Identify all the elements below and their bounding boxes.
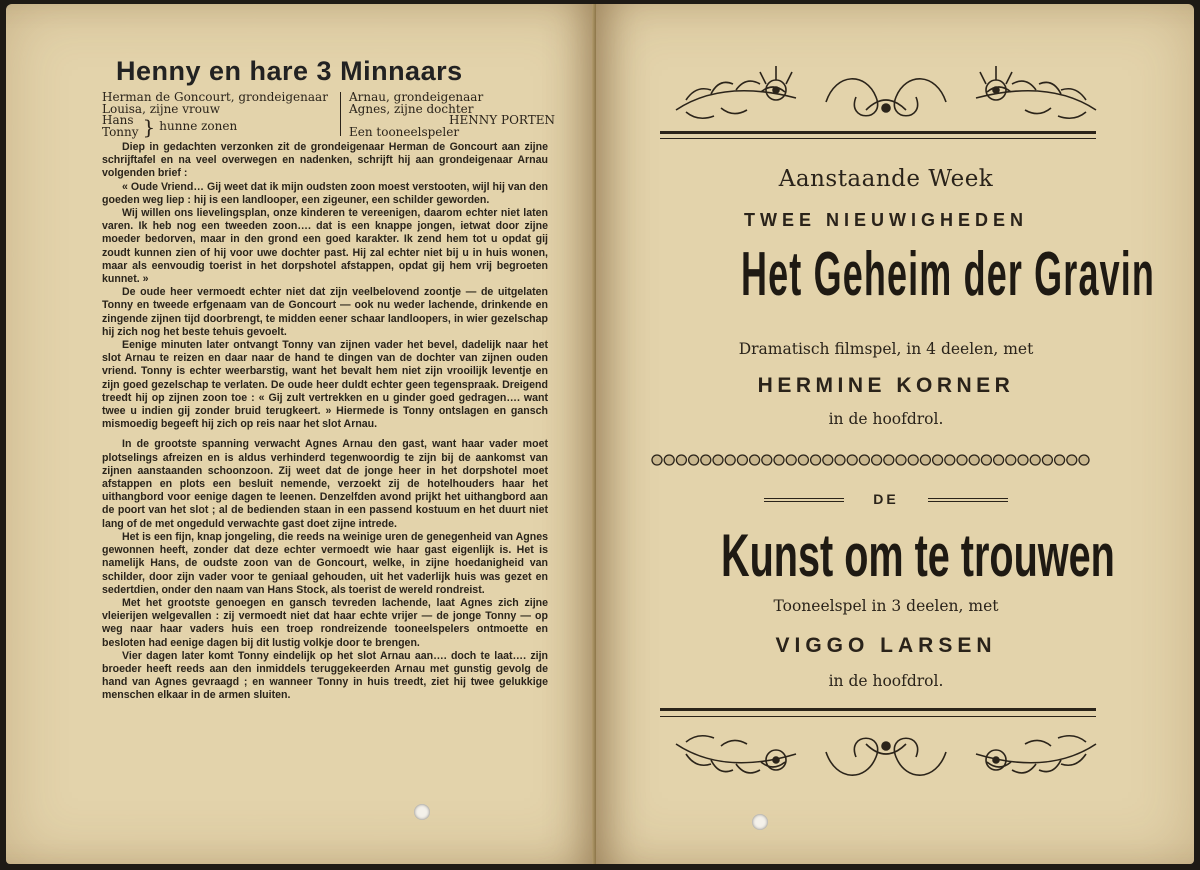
film1-role: in de hoofdrol.: [828, 410, 944, 428]
cast-right-column: [340, 90, 559, 139]
divider-rule: [660, 131, 1096, 134]
film2-role: in de hoofdrol.: [828, 672, 944, 690]
paragraph: In de grootste spanning verwacht Agnes Arnau den gast, want haar vader moet plotselings afreizen en is aldus verhinderd tegenwoordig te zijn bij de aankomst van zijnen aanstaanden schoonzoon. Zij weet dat de jonge heer in het dorpshotel moet afstappen en plots een besluit nemende, verzoekt zij de hotelhouders haar het uithangbord voor eenige dagen te leenen. Denzelfden avond prijkt het uithangbord aan de poort van het slot ; al de bedienden staan in een passend kostuum en het duurt niet lang of de met ongeduld verwachte gast doet zijne intrede.: [102, 438, 548, 530]
film2-description: Tooneelspel in 3 deelen, met: [773, 597, 999, 615]
cast-line: Agnes, zijne dochter: [349, 101, 474, 116]
cast-line: Arnau, grondeigenaar: [349, 90, 484, 104]
story-text: [102, 141, 548, 703]
cast-list: [102, 90, 555, 142]
paragraph: Eenige minuten later ontvangt Tonny van zijnen vader het bevel, dadelijk naar het slot Arnau te reizen en daar naar de hand te dingen van de dochter van zijnen ouden vriend. Tonny is echter weerbarstig, want het bevalt hem niet zijn vrooilijk leventje en zijn goed gezelschap te verlaten. De oude heer duldt echter geen tegenspraak. Dreigend treedt hij op zijnen zoon toe : « Gij zult vertrekken en u ginder goed gedragen…. want twee u indien gij zonder bruid terugkeert. » Hiermede is Tonny ontslagen en gansch mismoedig begeeft hij zich op reis naar het slot Arnau.: [102, 339, 548, 431]
paragraph: Wij willen ons lievelingsplan, onze kinderen te vereenigen, daarom echter niet laten varen. Ik heb nog een tweeden zoon…. dat is een knappe jongen, ietwat door zijne moeder bedorven, maar in den grond een goed karakter. Ik zend hem tot u opdat gij zoudt kunnen zien of hij voor uwe dochter past. Hij zal echter niet bij u in huis wonen, maar als eenvoudig toerist in het dorpshotel afstappen, opdat gij hem vrij begroeten kunnet. »: [102, 207, 548, 286]
cast-left-column: [102, 92, 332, 138]
dot-border-icon: [650, 452, 1090, 468]
film1-title: Het Geheim der Gravin: [741, 240, 1156, 309]
divider-rule: [660, 138, 1096, 139]
floral-ornament-icon: [666, 724, 1106, 790]
divider-rule: [660, 716, 1096, 717]
paragraph: Het is een fijn, knap jongeling, die reeds na weinige uren de genegenheid van Agnes gewonnen heeft, zonder dat deze echter vermoedt wie haar gast eigenlijk is. Het is namelijk Hans, de oudste zoon van de Goncourt, welke, in zijne hoedanigheid van schilder, door zijn vader voor te geniaal gehouden, uit het vaderlijk huis was gezet en sedertdien, onder den naam van Hans Stock, als toerist de wereld rondreist.: [102, 530, 548, 596]
paragraph: Vier dagen later komt Tonny eindelijk op het slot Arnau aan…. doch te laat…. zijn broeder heeft reeds aan den inmiddels teruggekeerden Arnau met gunstig gevolg de hand van Agnes gevraagd ; en wanneer Tonny in huis treedt, ziet hij twee gelukkige menschen elkaar in de armen sluiten.: [102, 649, 548, 702]
paragraph: De oude heer vermoedt echter niet dat zijn veelbelovend zoontje — de uitgelaten Tonny en tweede erfgenaam van de Goncourt — ook nu weder lachende, drinkende en zingende zijnen tijd doorbrengt, te midden eener schaar landloopers, in wier gezelschap hij zich nog het beste tehuis gevoelt.: [102, 286, 548, 338]
brace-icon: }: [142, 114, 156, 139]
right-page: [596, 4, 1194, 864]
brace-group: [102, 115, 332, 138]
cast-actress: HENNY PORTEN: [449, 113, 555, 127]
decorative-line: [928, 498, 1008, 502]
cast-line: Louisa, zijne vrouw: [102, 101, 220, 116]
film1-star: HERMINE KORNER: [757, 374, 1015, 397]
cast-name-tonny: Tonny: [102, 124, 139, 139]
story-title: Henny en hare 3 Minnaars: [116, 56, 463, 86]
cast-line: Een tooneelspeler: [349, 124, 460, 139]
cast-name-hans: Hans: [102, 113, 134, 127]
film1-description: Dramatisch filmspel, in 4 deelen, met: [738, 340, 1034, 358]
divider-rule: [660, 708, 1096, 711]
film2-star: VIGGO LARSEN: [775, 634, 997, 657]
binding-hole-icon: [752, 814, 768, 830]
cast-role: hunne zonen: [159, 118, 238, 133]
binding-hole-icon: [414, 804, 430, 820]
left-page: [6, 4, 596, 864]
paragraph: Diep in gedachten verzonken zit de grondeigenaar Herman de Goncourt aan zijne schrijftafel en na veel overwegen en nadenken, schrijft hij aan grondeigenaar Arnau volgenden brief :: [102, 141, 548, 180]
ad-subheading: TWEE NIEUWIGHEDEN: [743, 210, 1028, 230]
paragraph: « Oude Vriend… Gij weet dat ik mijn oudsten zoon moest verstooten, wijl hij van den goeden weg liep : hij is een landlooper, een zigeuner, een schilder geworden.: [102, 180, 548, 206]
film2-title: Kunst om te trouwen: [721, 522, 1115, 589]
de-label: DE: [873, 491, 899, 507]
floral-ornament-icon: [666, 60, 1106, 126]
ad-heading: Aanstaande Week: [778, 166, 994, 192]
cast-line: Herman de Goncourt, grondeigenaar: [102, 90, 328, 104]
paragraph: Met het grootste genoegen en gansch tevreden lachende, laat Agnes zich zijne vleierijen welgevallen : zij vermoedt niet dat haar echte vrijer — de jonge Tonny — op weg naar haar vaders huis een troep rondreizende tooneelspelers ontmoette en besloten had eenige dagen bij dit lustig volkje door te brengen.: [102, 596, 548, 649]
